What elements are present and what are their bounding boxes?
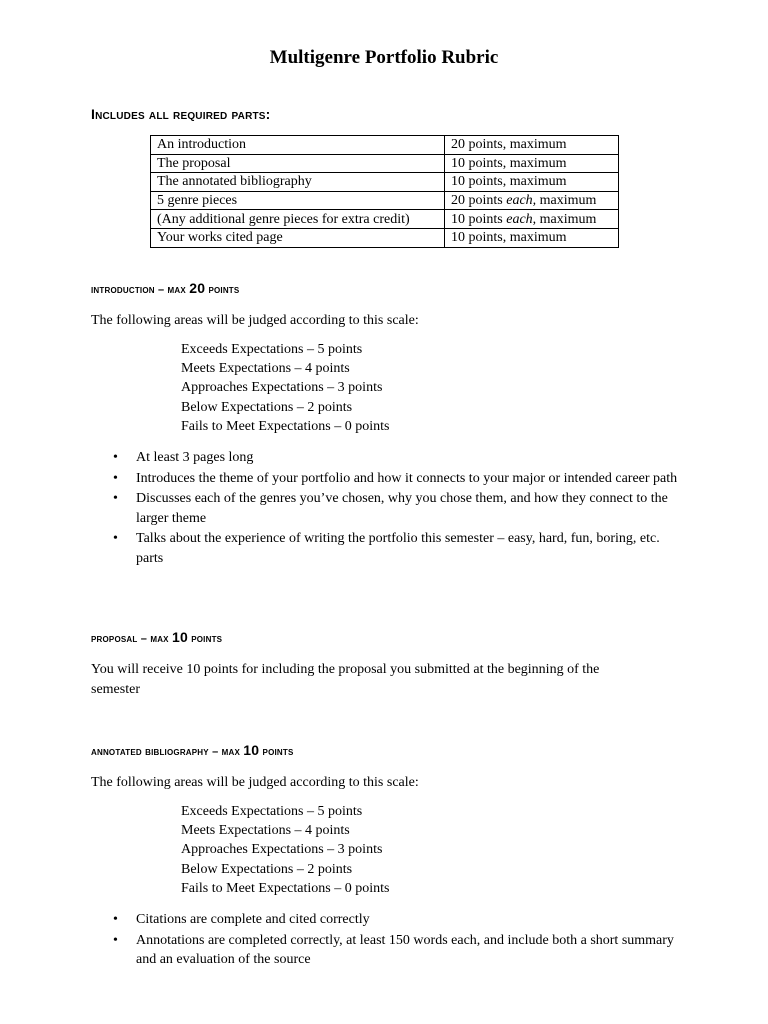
scale-item: Approaches Expectations – 3 points [181, 380, 383, 396]
table-row [151, 210, 619, 229]
scale-item: Below Expectations – 2 points [181, 399, 353, 415]
scale-item: Meets Expectations – 4 points [181, 823, 350, 839]
bibliography-heading-suffix: points [259, 746, 294, 758]
points-text: 10 points, maximum [451, 155, 567, 171]
required-part-name: (Any additional genre pieces for extra credit) [151, 210, 445, 229]
bibliography-heading-points: 10 [243, 742, 260, 758]
points-emphasis: each [506, 211, 533, 227]
scale-item: Fails to Meet Expectations – 0 points [181, 880, 390, 896]
table-row [151, 173, 619, 192]
required-part-name: The proposal [151, 154, 445, 173]
table-row [151, 228, 619, 247]
required-part-name: 5 genre pieces [151, 191, 445, 210]
introduction-heading [91, 280, 239, 296]
scale-item: Approaches Expectations – 3 points [181, 842, 383, 858]
document-title: Multigenre Portfolio Rubric [269, 47, 499, 68]
list-item: • Discusses each of the genres you’ve chosen, why you chose them, and how they connect to the larger theme [113, 489, 683, 528]
required-parts-table [150, 135, 619, 248]
proposal-text: You will receive 10 points for including the proposal you submitted at the beginning of the semester [91, 662, 600, 697]
list-item: • Annotations are completed correctly, at least 150 words each, and include both a short summary and an evaluation of the source [113, 931, 683, 970]
scale-item: Fails to Meet Expectations – 0 points [181, 418, 390, 434]
required-part-name: Your works cited page [151, 228, 445, 247]
table-row [151, 154, 619, 173]
required-part-points [445, 191, 619, 210]
bibliography-scale-intro: The following areas will be judged according to this scale: [91, 775, 419, 790]
points-text: 20 points [451, 193, 507, 209]
scale-item: Meets Expectations – 4 points [181, 361, 350, 377]
points-text: 10 points, maximum [451, 174, 567, 190]
bibliography-heading [91, 742, 294, 758]
points-emphasis: each, [506, 193, 537, 209]
bibliography-scale [181, 802, 389, 898]
required-part-points [445, 154, 619, 173]
bibliography-criteria-list [113, 910, 683, 971]
table-row [151, 136, 619, 155]
required-part-name: An introduction [151, 136, 445, 155]
introduction-heading-suffix: points [205, 284, 240, 296]
list-item: • Introduces the theme of your portfolio and how it connects to your major or intended career path [113, 469, 683, 489]
introduction-criteria-list [113, 448, 683, 570]
points-text: 10 points [451, 211, 507, 227]
required-parts-heading-text: Includes all required parts: [91, 106, 271, 122]
required-part-name: The annotated bibliography [151, 173, 445, 192]
introduction-heading-points: 20 [189, 280, 206, 296]
proposal-heading-points: 10 [171, 629, 188, 645]
required-part-points [445, 228, 619, 247]
scale-item: Below Expectations – 2 points [181, 861, 353, 877]
bibliography-heading-label: annotated bibliography – max [91, 746, 244, 758]
proposal-heading-suffix: points [187, 633, 223, 645]
proposal-heading [91, 629, 222, 645]
points-text: 20 points, maximum [451, 137, 567, 153]
scale-item: Exceeds Expectations – 5 points [181, 342, 363, 357]
points-text: 10 points, maximum [451, 230, 567, 246]
required-part-points [445, 136, 619, 155]
points-suffix: , maximum [532, 211, 597, 227]
points-suffix: maximum [536, 193, 597, 209]
introduction-scale-intro: The following areas will be judged according to this scale: [91, 313, 419, 328]
table-row [151, 191, 619, 210]
required-part-points [445, 173, 619, 192]
introduction-scale [181, 340, 389, 436]
list-item: • Talks about the experience of writing the portfolio this semester – easy, hard, fun, boring, etc. parts [113, 529, 683, 568]
proposal-heading-label: proposal – max [91, 633, 172, 645]
required-parts-heading [91, 106, 271, 122]
scale-item: Exceeds Expectations – 5 points [181, 804, 363, 819]
introduction-heading-label: introduction – max [91, 284, 190, 296]
required-part-points [445, 210, 619, 229]
list-item: • At least 3 pages long [113, 448, 683, 468]
list-item: • Citations are complete and cited correctly [113, 910, 683, 930]
